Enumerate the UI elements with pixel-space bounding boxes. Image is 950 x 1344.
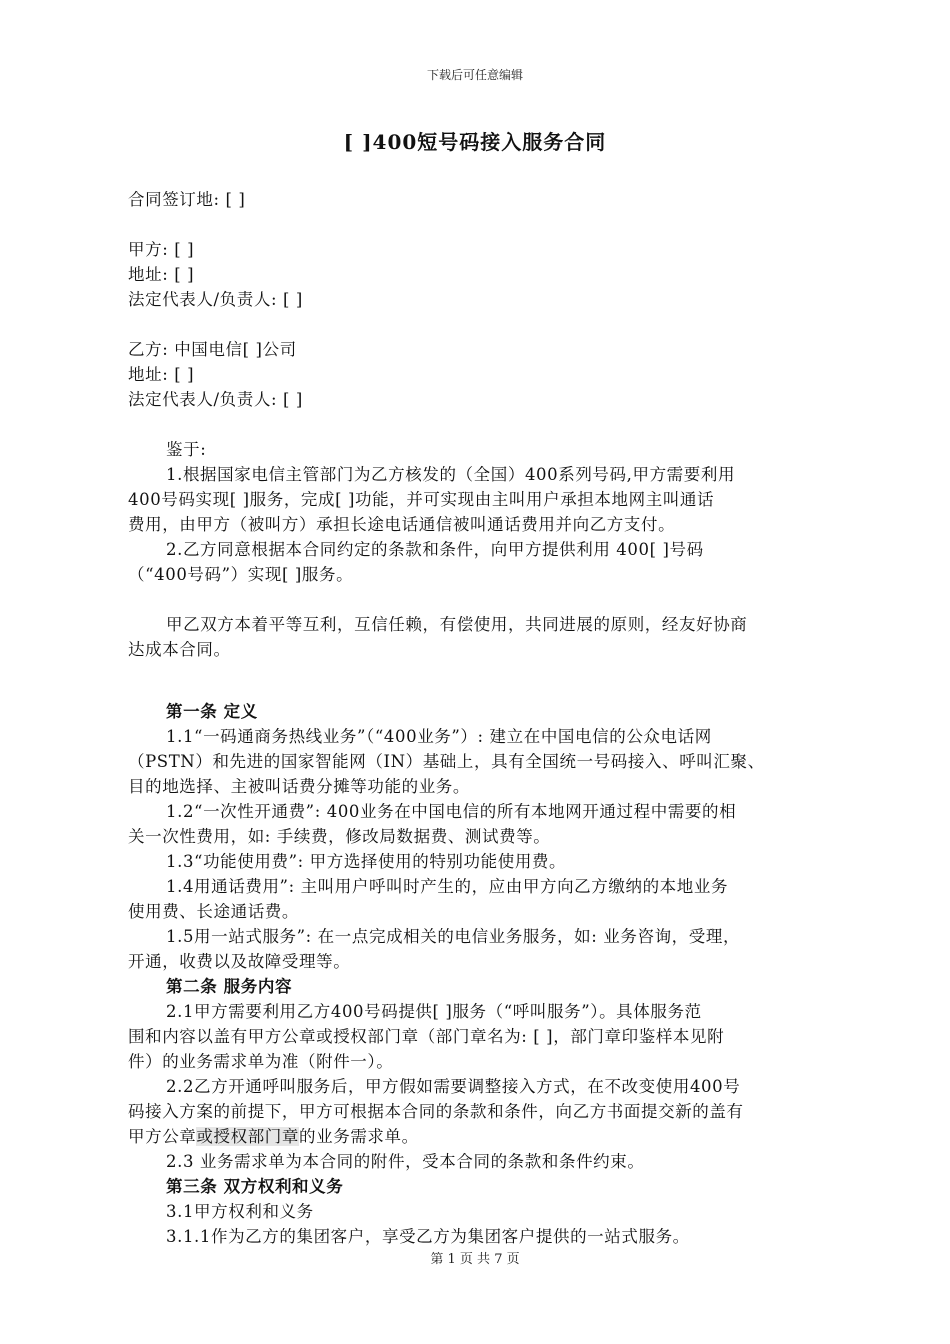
whereas-p1-line: 1.根据国家电信主管部门为乙方核发的（全国）400系列号码,甲方需要利用: [166, 465, 736, 484]
clause-1-1-line: 1.1“一码通商务热线业务”（“400业务”）: 建立在中国电信的公众电话网: [166, 727, 712, 746]
clause-2-2-line: 码接入方案的前提下，甲方可根据本合同的条款和条件，向乙方书面提交新的盖有: [128, 1102, 744, 1121]
clause-2-3: 2.3 业务需求单为本合同的附件，受本合同的条款和条件约束。: [166, 1152, 645, 1171]
party-a-rep: 法定代表人/负责人: [ ]: [128, 290, 303, 309]
clause-1-5-line: 1.5用一站式服务”: 在一点完成相关的电信业务服务，如: 业务咨询，受理，: [166, 927, 741, 946]
party-b-rep: 法定代表人/负责人: [ ]: [128, 390, 303, 409]
principle-line: 甲乙双方本着平等互利，互信任赖，有偿使用，共同进展的原则，经友好协商: [166, 615, 748, 634]
signing-place: 合同签订地: [ ]: [128, 190, 246, 209]
header-note: 下载后可任意编辑: [426, 68, 523, 82]
clause-1-1-line: （PSTN）和先进的国家智能网（IN）基础上，具有全国统一号码接入、呼叫汇聚、: [128, 752, 765, 771]
clause-2-1-line: 件）的业务需求单为准（附件一）。: [128, 1052, 394, 1071]
clause-2-2-text: 甲方公章: [128, 1127, 197, 1146]
article-1-heading: 第一条 定义: [166, 702, 258, 721]
clause-1-2-line: 1.2“一次性开通费”: 400业务在中国电信的所有本地网开通过程中需要的相: [166, 802, 737, 821]
clause-2-2-text: 的业务需求单。: [299, 1127, 419, 1146]
principle-line: 达成本合同。: [128, 640, 231, 659]
whereas-label: 鉴于:: [166, 440, 207, 459]
contract-body: [128, 187, 828, 1249]
whereas-p2-line: 2.乙方同意根据本合同约定的条款和条件，向甲方提供利用 400[ ]号码: [166, 540, 704, 559]
clause-1-3: 1.3“功能使用费”: 甲方选择使用的特别功能使用费。: [166, 852, 567, 871]
clause-2-1-line: 围和内容以盖有甲方公章或授权部门章（部门章名为: [ ]，部门章印鉴样本见附: [128, 1027, 725, 1046]
whereas-p2-line: （“400号码”）实现[ ]服务。: [128, 565, 354, 584]
clause-1-4-line: 1.4用通话费用”: 主叫用户呼叫时产生的，应由甲方向乙方缴纳的本地业务: [166, 877, 729, 896]
party-a-address: 地址: [ ]: [128, 265, 195, 284]
page-footer: 第 1 页 共 7 页: [430, 1252, 520, 1267]
whereas-p1-line: 400号码实现[ ]服务，完成[ ]功能，并可实现由主叫用户承担本地网主叫通话: [128, 490, 715, 509]
clause-3-1-1: 3.1.1作为乙方的集团客户，享受乙方为集团客户提供的一站式服务。: [166, 1227, 690, 1246]
clause-2-2-line: [128, 1124, 828, 1149]
whereas-p1-line: 费用，由甲方（被叫方）承担长途电话通信被叫通话费用并向乙方支付。: [128, 515, 676, 534]
article-3-heading: 第三条 双方权利和义务: [166, 1177, 344, 1196]
clause-2-2-line: 2.2乙方开通呼叫服务后，甲方假如需要调整接入方式，在不改变使用400号: [166, 1077, 741, 1096]
party-b-name: 乙方: 中国电信[ ]公司: [128, 340, 297, 359]
clause-1-2-line: 关一次性费用，如: 手续费，修改局数据费、测试费等。: [128, 827, 551, 846]
clause-1-5-line: 开通，收费以及故障受理等。: [128, 952, 351, 971]
clause-1-1-line: 目的地选择、主被叫话费分摊等功能的业务。: [128, 777, 470, 796]
contract-title: [ ]400短号码接入服务合同: [343, 130, 607, 154]
party-a-name: 甲方: [ ]: [128, 240, 195, 259]
party-b-address: 地址: [ ]: [128, 365, 195, 384]
article-2-heading: 第二条 服务内容: [166, 977, 293, 996]
clause-2-1-line: 2.1甲方需要利用乙方400号码提供[ ]服务（“呼叫服务”）。具体服务范: [166, 1002, 702, 1021]
clause-1-4-line: 使用费、长途通话费。: [128, 902, 299, 921]
clause-3-1: 3.1甲方权利和义务: [166, 1202, 314, 1221]
highlighted-text: 或授权部门章: [196, 1127, 300, 1146]
